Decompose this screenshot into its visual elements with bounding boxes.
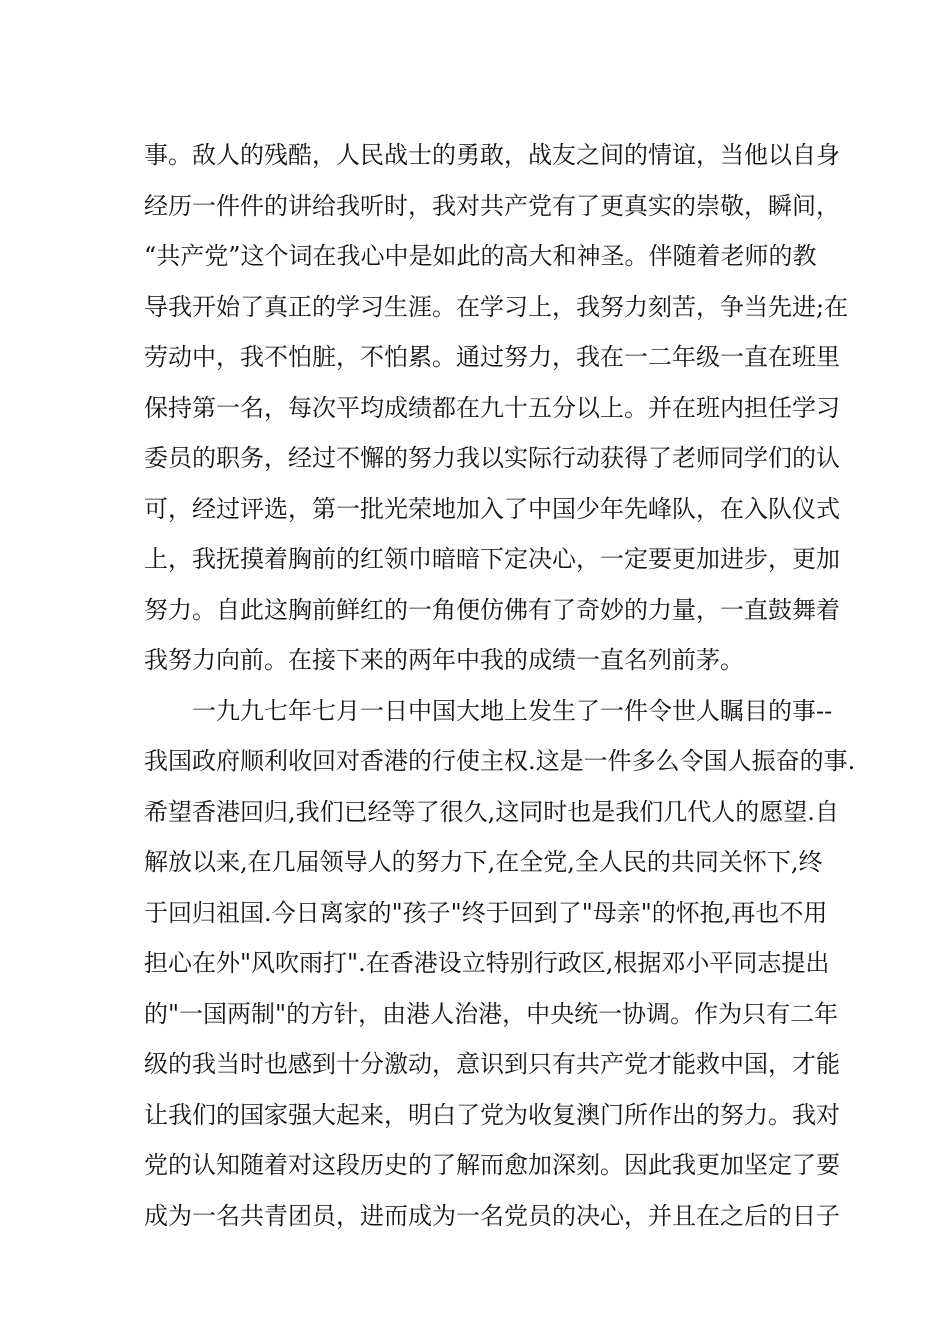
text-line: 于回归祖国.今日离家的"孩子"终于回到了"母亲"的怀抱,再也不用 xyxy=(144,898,828,927)
text-line: 解放以来,在几届领导人的努力下,在全党,全人民的共同关怀下,终 xyxy=(144,848,823,876)
text-line: 劳动中，我不怕脏，不怕累。通过努力，我在一二年级一直在班里 xyxy=(144,343,840,371)
text-line: 的"一国两制"的方针，由港人治港，中央统一协调。作为只有二年 xyxy=(144,999,839,1028)
text-line: 让我们的国家强大起来，明白了党为收复澳门所作出的努力。我对 xyxy=(144,1100,840,1129)
document-body xyxy=(144,130,856,1241)
text-line: 委员的职务，经过不懈的努力我以实际行动获得了老师同学们的认 xyxy=(144,444,840,472)
text-line: 上，我抚摸着胸前的红领巾暗暗下定决心，一定要更加进步，更加 xyxy=(144,545,840,573)
text-line: 导我开始了真正的学习生涯。在学习上，我努力刻苦，争当先进;在 xyxy=(144,292,849,321)
text-line: 级的我当时也感到十分激动，意识到只有共产党才能救中国，才能 xyxy=(144,1050,840,1078)
paragraph-1 xyxy=(144,130,849,686)
text-line: 可，经过评选，第一批光荣地加入了中国少年先峰队，在入队仪式 xyxy=(144,494,840,523)
text-line: 我努力向前。在接下来的两年中我的成绩一直名列前茅。 xyxy=(144,646,744,674)
text-line: 党的认知随着对这段历史的了解而愈加深刻。因此我更加坚定了要 xyxy=(144,1151,840,1179)
text-line: 保持第一名，每次平均成绩都在九十五分以上。并在班内担任学习 xyxy=(144,393,840,422)
text-line: 努力。自此这胸前鲜红的一角便仿佛有了奇妙的力量，一直鼓舞着 xyxy=(144,595,840,624)
text-line: 经历一件件的讲给我听时，我对共产党有了更真实的崇敬，瞬间， xyxy=(144,191,840,220)
text-line: 我国政府顺利收回对香港的行使主权.这是一件多么令国人振奋的事. xyxy=(144,747,856,775)
text-line: 一九九七年七月一日中国大地上发生了一件令世人瞩目的事-- xyxy=(192,696,833,725)
text-line: 担心在外"风吹雨打".在香港设立特别行政区,根据邓小平同志提出 xyxy=(144,949,830,977)
paragraph-2 xyxy=(144,686,856,1242)
text-line: 希望香港回归,我们已经等了很久,这同时也是我们几代人的愿望.自 xyxy=(144,797,839,826)
text-line: 成为一名共青团员，进而成为一名党员的决心，并且在之后的日子 xyxy=(144,1201,840,1230)
text-line: “共产党”这个词在我心中是如此的高大和神圣。伴随着老师的教 xyxy=(144,242,817,270)
text-line: 事。敌人的残酷，人民战士的勇敢，战友之间的情谊，当他以自身 xyxy=(144,141,840,169)
